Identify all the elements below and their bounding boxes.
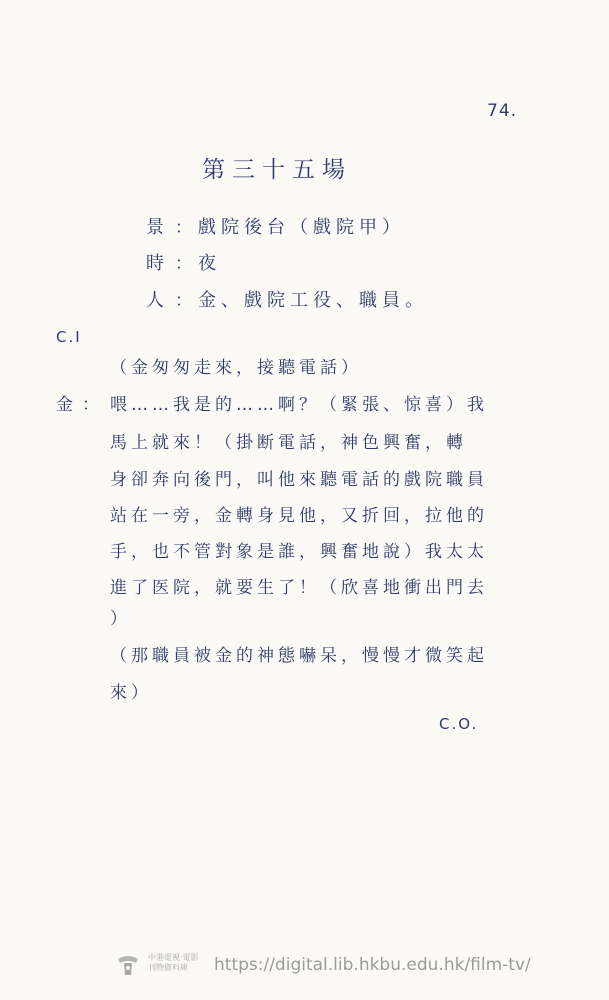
dialogue-line-4: 站在一旁，金轉身見他，又折回，拉他的 [110,506,488,526]
place-value: 戲院後台（戲院甲） [198,217,405,238]
dialogue-line-7: ） [110,609,131,629]
people-label: 人 [146,290,164,311]
dialogue-line-5: 手，也不管對象是誰，興奮地說）我太太 [110,542,488,562]
library-url: https://digital.lib.hkbu.edu.hk/film-tv/ [214,955,531,975]
place-colon: ： [175,218,192,238]
speaker-colon: ： [82,395,99,415]
scene-title: 第三十五場 [202,157,352,183]
dialogue-line-6: 進了医院，就要生了！（欣喜地衝出門去 [110,578,488,598]
time-colon: ： [175,254,192,274]
people-colon: ： [175,291,192,311]
place-label: 景 [146,217,164,238]
cut-in-marker: C.I [56,328,82,346]
library-name [148,953,199,973]
library-name-line-1: 中港電視·電影 [148,953,199,962]
library-name-line-2: 刊物資料庫 [148,963,188,972]
stage-direction-2: （那職員被金的神態嚇呆，慢慢才微笑起 [110,646,488,666]
library-logo-icon [114,951,142,979]
stage-direction-1: （金匆匆走來，接聽電話） [110,358,362,378]
people-value: 金、戲院工役、職員。 [198,290,428,311]
library-footer [108,945,538,985]
dialogue-line-1: 喂……我是的……啊？（緊張、惊喜）我 [110,395,488,415]
time-value: 夜 [198,253,221,274]
page-number: 74. [487,101,518,121]
time-label: 時 [146,253,164,274]
cut-out-marker: C.O. [439,715,479,733]
speaker-name: 金 [56,395,73,415]
dialogue-line-2: 馬上就來！（掛断電話，神色興奮，轉 [110,433,467,453]
dialogue-line-3: 身卻奔向後門，叫他來聽電話的戲院職員 [110,470,488,490]
stage-direction-3: 來） [110,683,152,703]
